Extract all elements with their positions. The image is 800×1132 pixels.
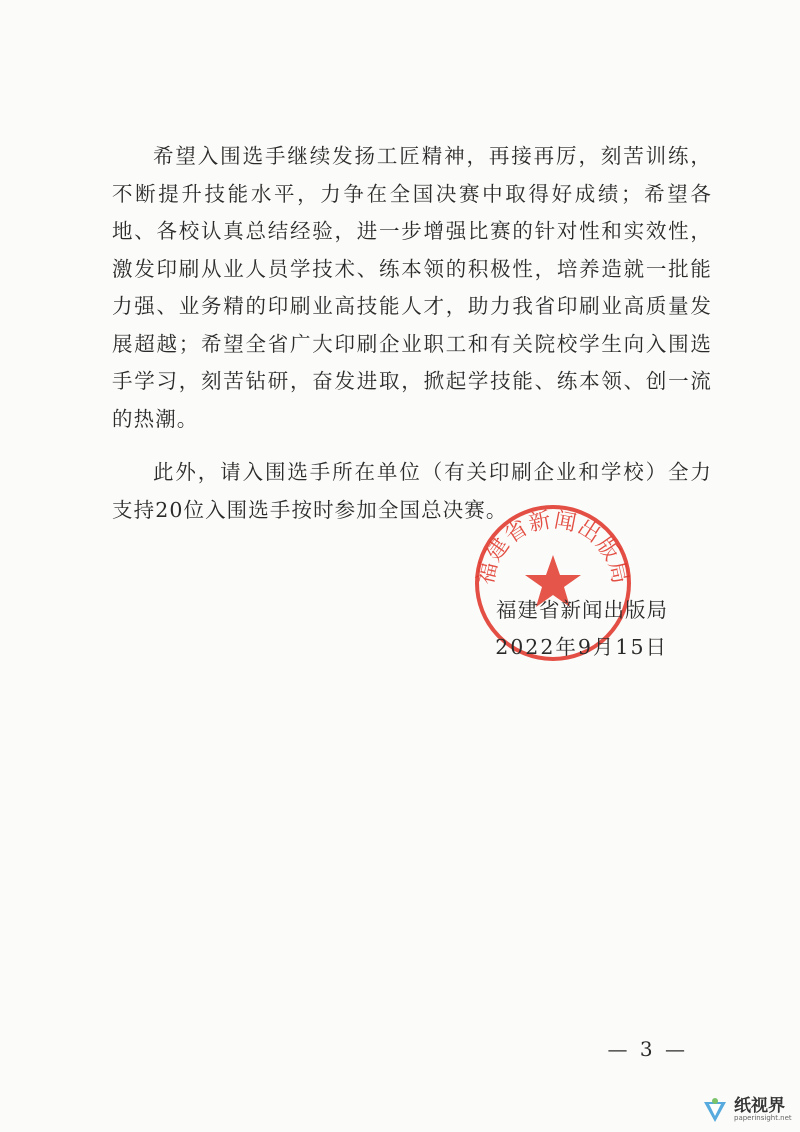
page-number: — 3 — bbox=[607, 1037, 688, 1061]
watermark-name: 纸视界 bbox=[734, 1096, 785, 1116]
issuer-organization: 福建省新闻出版局 bbox=[496, 598, 668, 622]
issue-date: 2022年9月15日 bbox=[495, 635, 668, 659]
paperinsight-logo-icon bbox=[700, 1095, 730, 1125]
watermark-url: paperinsight.net bbox=[734, 1114, 792, 1122]
svg-text:福建省新闻出版局: 福建省新闻出版局 bbox=[473, 507, 633, 587]
watermark bbox=[700, 1095, 792, 1125]
body-paragraph-2: 此外，请入围选手所在单位（有关印刷企业和学校）全力支持20位入围选手按时参加全国总决赛。 bbox=[112, 460, 712, 522]
body-paragraph-1: 希望入围选手继续发扬工匠精神，再接再厉，刻苦训练，不断提升技能水平，力争在全国决赛中取得好成绩；希望各地、各校认真总结经验，进一步增强比赛的针对性和实效性，激发印刷从业人员学技术、练本领的积极性，培养造就一批能力强、业务精的印刷业高技能人才，助力我省印刷业高质量发展超越；希望全省广大印刷企业职工和有关院校学生向入围选手学习，刻苦钻研，奋发进取，掀起学技能、练本领、创一流的热潮。 bbox=[112, 144, 712, 431]
